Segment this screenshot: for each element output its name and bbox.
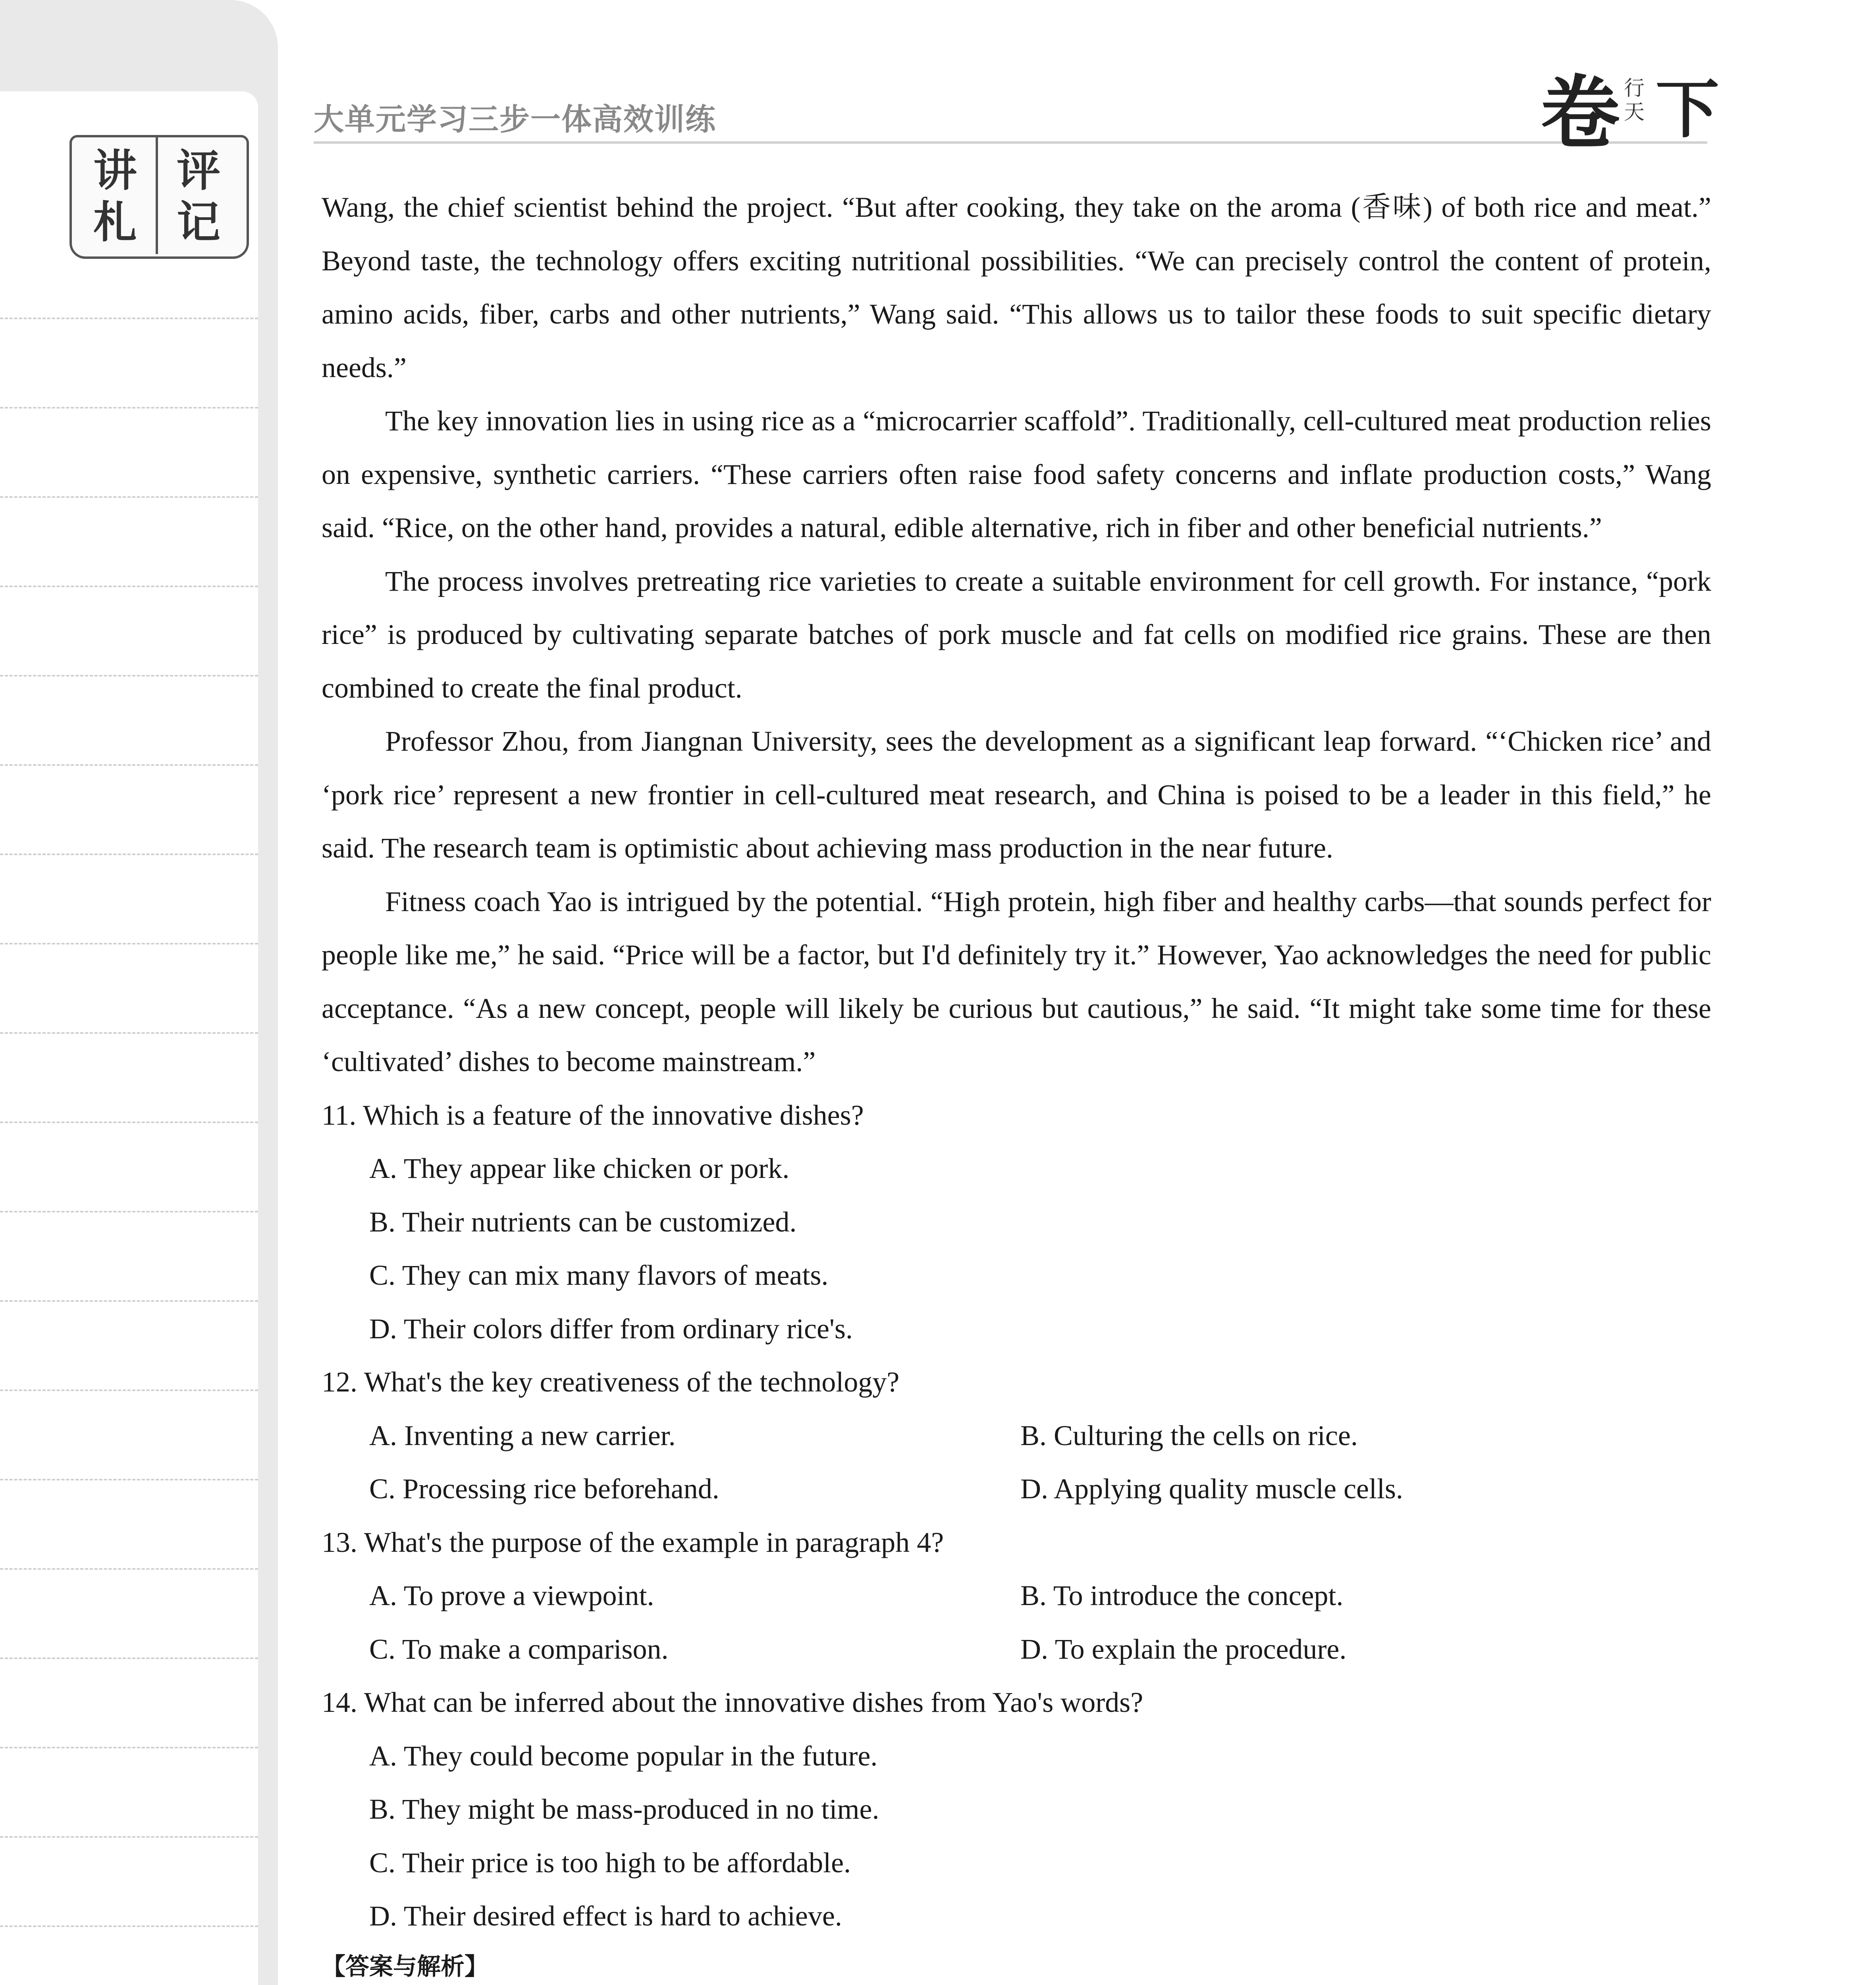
logo-char: 记 [177, 197, 220, 248]
brand-char: 天 [1624, 100, 1645, 124]
option-row [369, 1462, 1711, 1516]
answer-option: A. To prove a viewpoint. [369, 1580, 654, 1611]
note-line [0, 854, 258, 855]
note-line [0, 1300, 258, 1302]
question-stem: 11. Which is a feature of the innovative dishes? [322, 1099, 864, 1131]
book-spine [156, 135, 158, 254]
answer-option: A. Inventing a new carrier. [369, 1419, 676, 1451]
note-line [0, 943, 258, 944]
note-line [0, 1568, 258, 1570]
note-line [0, 1211, 258, 1212]
note-line [0, 675, 258, 676]
brand-char: 行 [1624, 77, 1645, 100]
note-line [0, 1747, 258, 1748]
paragraph: The process involves pretreating rice varieties to create a suitable environment for cell growth. For instance, “pork rice” is produced by cultivating separate batches of pork muscle and fat cells on modified rice grains. These are then combined to create the final product. [322, 565, 1711, 704]
answer-option: B. They might be mass-produced in no time. [369, 1793, 879, 1825]
main-content [322, 181, 1711, 1985]
paragraph: The key innovation lies in using rice as a “microcarrier scaffold”. Traditionally, cell-cultured meat production relies on expensive, synthetic carriers. “These carriers often raise food safety concerns and inflate production costs,” Wang said. “Rice, on the other hand, provides a natural, edible alternative, rich in fiber and other beneficial nutrients.” [322, 405, 1711, 543]
paragraph: Wang, the chief scientist behind the project. “But after cooking, they take on the aroma (香味) of both rice and meat.” Beyond taste, the technology offers exciting nutritional possibilities. “We can precisely control the content of protein, amino acids, fiber, carbs and other nutrients,” Wang said. “This allows us to tailor these foods to suit specific dietary needs.” [322, 191, 1711, 384]
note-line [0, 407, 258, 409]
note-line [0, 496, 258, 498]
answer-option: A. They appear like chicken or pork. [369, 1152, 790, 1184]
answer-option: B. Culturing the cells on rice. [1020, 1419, 1358, 1451]
header-title: 大单元学习三步一体高效训练 [314, 102, 716, 137]
question-stem: 13. What's the purpose of the example in paragraph 4? [322, 1526, 944, 1558]
note-line [0, 1925, 258, 1927]
paragraph: Fitness coach Yao is intrigued by the potential. “High protein, high fiber and healthy carbs—that sounds perfect for people like me,” he said. “Price will be a factor, but I'd definitely try it.” However, Yao acknowledges the need for public acceptance. “As a new concept, people will likely be curious but cautious,” he said. “It might take some time for these ‘cultivated’ dishes to become mainstream.” [322, 885, 1711, 1077]
answer-option: D. Their desired effect is hard to achieve. [369, 1900, 842, 1932]
brand-char: 下 [1656, 72, 1720, 146]
logo-char: 讲 [93, 145, 137, 196]
option-row [369, 1623, 1711, 1676]
question-stem: 14. What can be inferred about the innovative dishes from Yao's words? [322, 1686, 1143, 1718]
header-divider [314, 141, 1707, 144]
note-line [0, 1479, 258, 1480]
left-margin-strip [0, 0, 278, 1985]
margin-logo [69, 135, 244, 262]
note-line [0, 1657, 258, 1659]
answer-option: C. Processing rice beforehand. [369, 1473, 719, 1505]
note-line [0, 1390, 258, 1391]
brand-char: 卷 [1541, 66, 1620, 160]
answer-heading: 【答案与解析】 [322, 1952, 488, 1981]
note-line [0, 1122, 258, 1123]
margin-notes-area [0, 91, 258, 1985]
brand-logo [1541, 66, 1720, 169]
paragraph: Professor Zhou, from Jiangnan University, sees the development as a significant leap forward. “‘Chicken rice’ and ‘pork rice’ represent a new frontier in cell-cultured meat research, and China is poised to be a leader in this field,” he said. The research team is optimistic about achieving mass production in the near future. [322, 725, 1711, 864]
answer-option: B. Their nutrients can be customized. [369, 1206, 797, 1238]
answer-option: A. They could become popular in the future. [369, 1740, 878, 1772]
logo-char: 评 [177, 145, 220, 196]
answer-option: D. Their colors differ from ordinary rice's. [369, 1312, 853, 1345]
answer-option: D. To explain the procedure. [1020, 1633, 1347, 1665]
note-line [0, 318, 258, 319]
note-line [0, 764, 258, 766]
answer-option: B. To introduce the concept. [1020, 1580, 1344, 1611]
option-row [369, 1569, 1711, 1623]
answer-option: D. Applying quality muscle cells. [1020, 1473, 1403, 1505]
answer-option: C. To make a comparison. [369, 1633, 669, 1665]
note-line [0, 1836, 258, 1838]
answer-option: C. They can mix many flavors of meats. [369, 1259, 829, 1291]
logo-char: 札 [93, 197, 137, 248]
answer-option: C. Their price is too high to be affordable. [369, 1846, 851, 1879]
question-stem: 12. What's the key creativeness of the technology? [322, 1366, 900, 1398]
note-line [0, 586, 258, 587]
option-row [369, 1409, 1711, 1463]
note-line [0, 1032, 258, 1034]
